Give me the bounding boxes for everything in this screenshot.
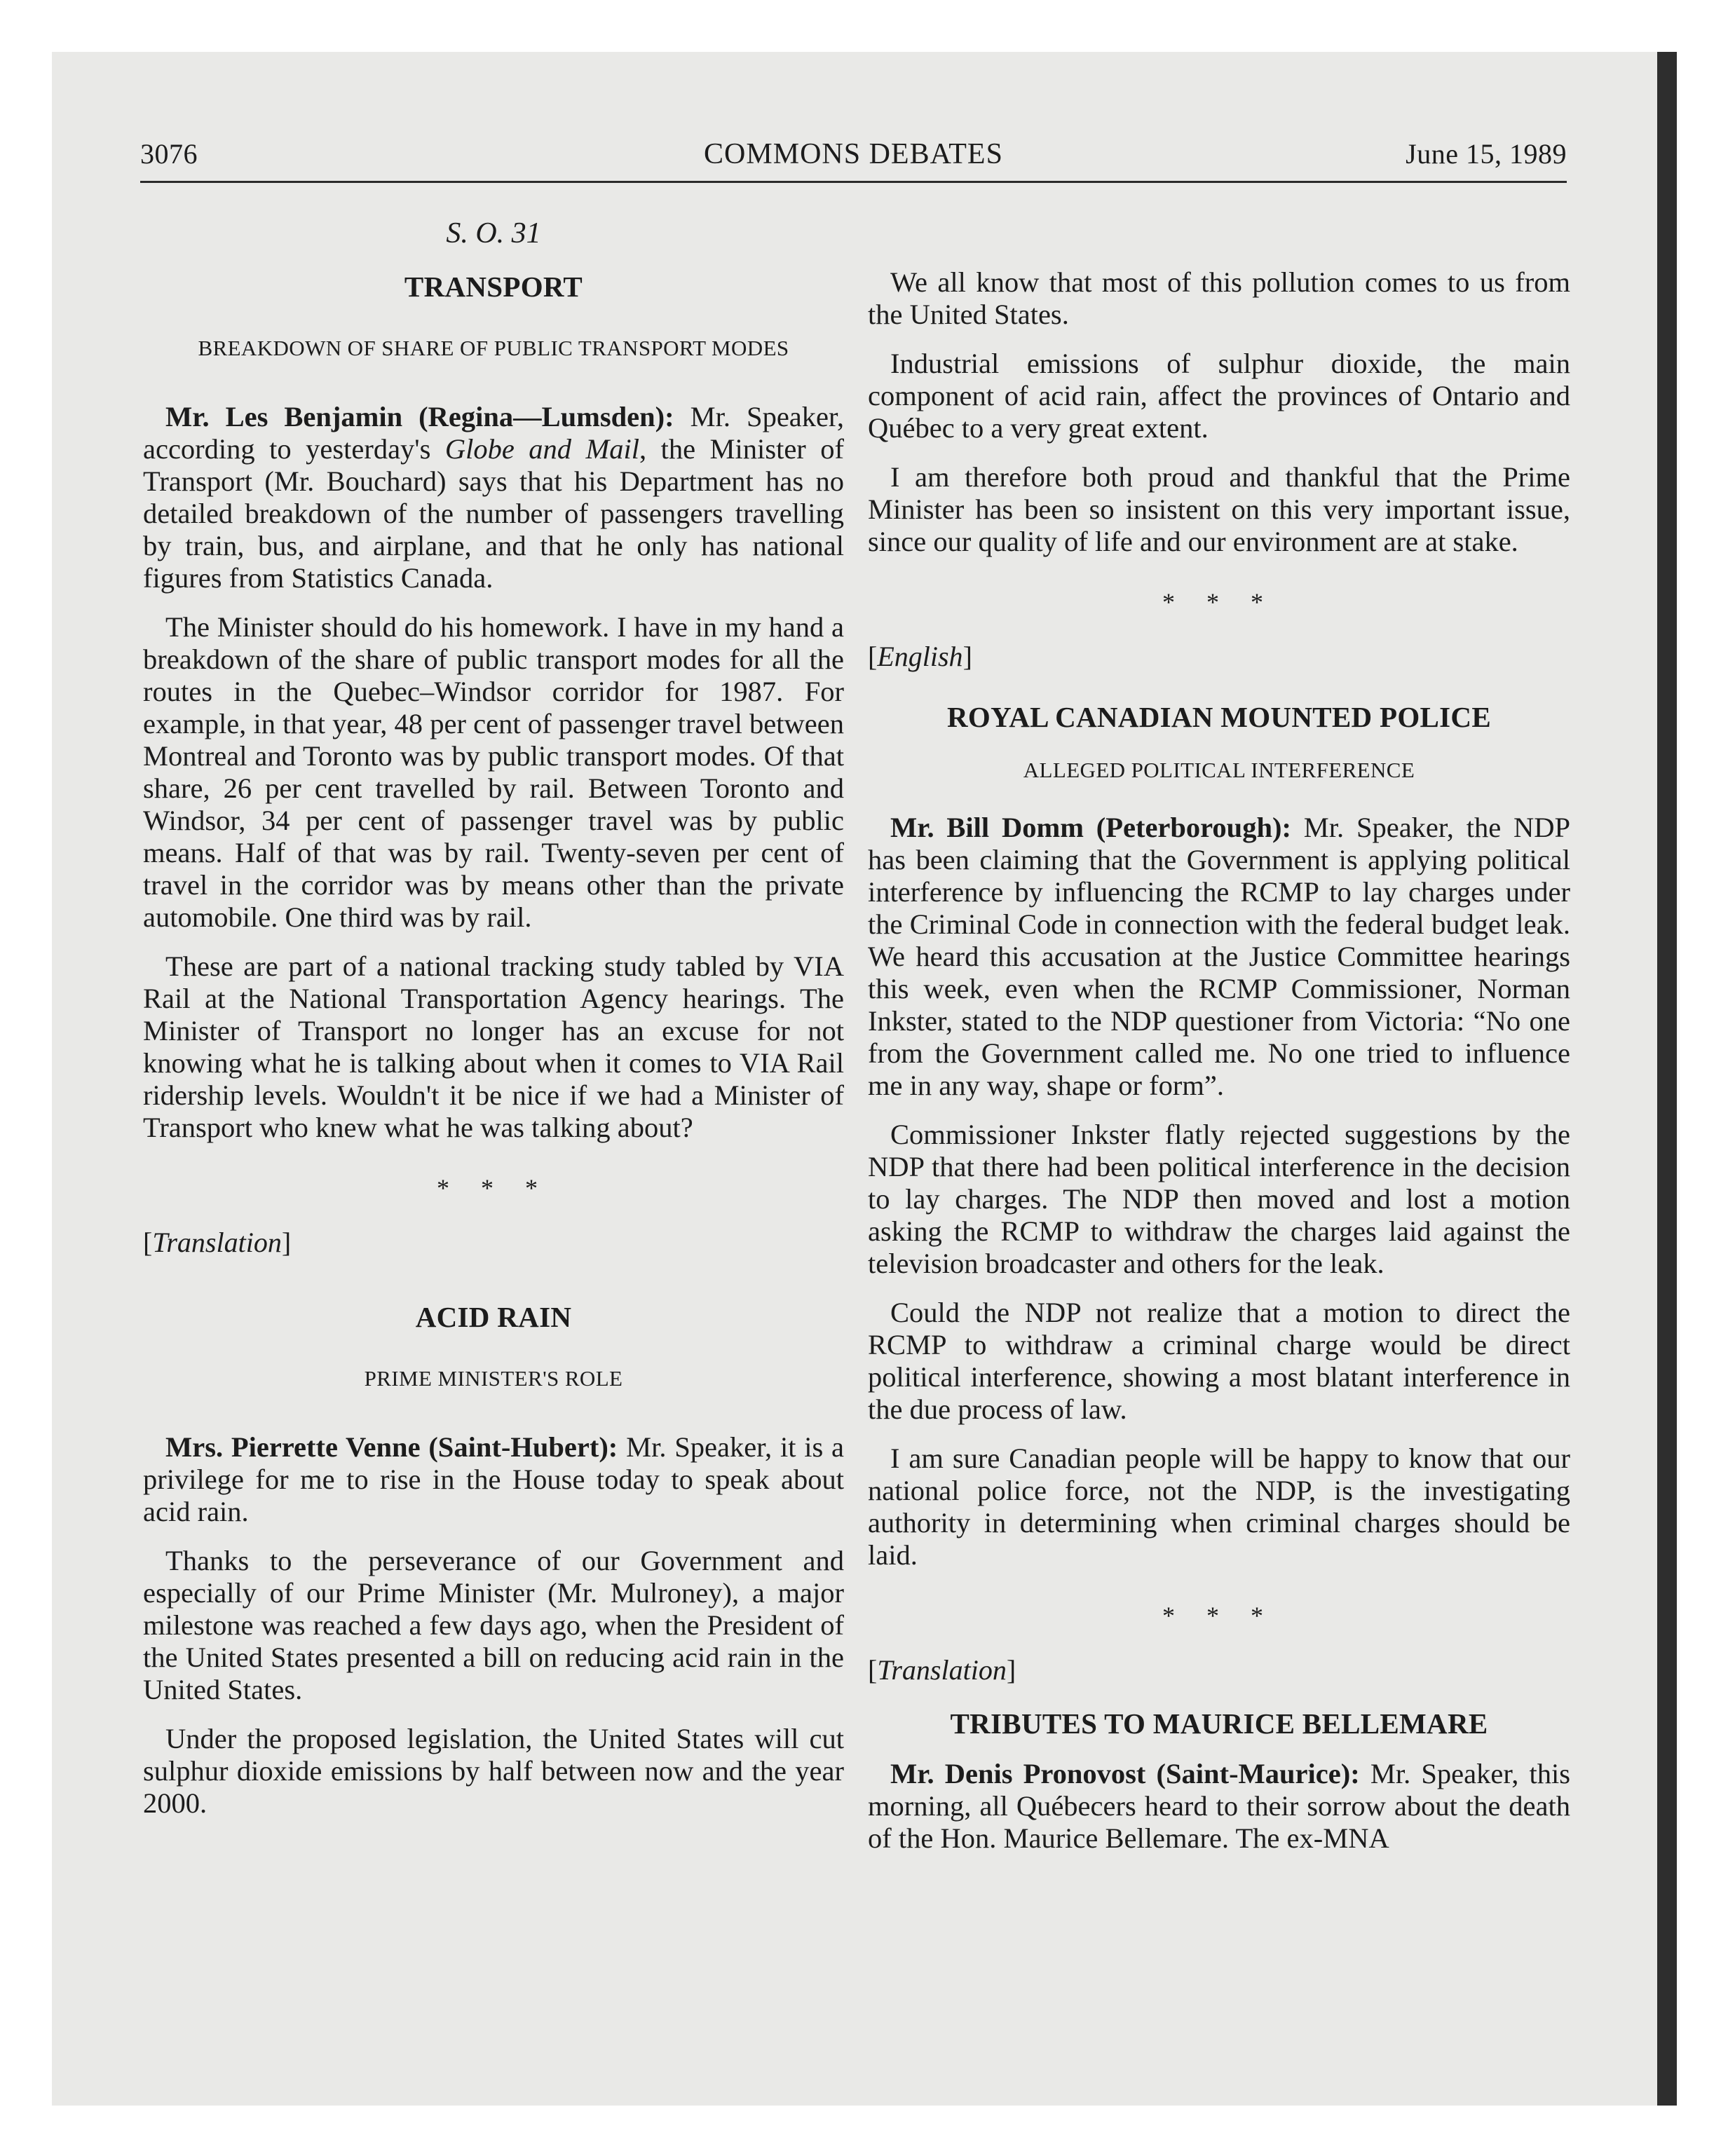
paragraph: Under the proposed legislation, the United States will cut sulphur dioxide emissions by half between now and the year 2000.	[143, 1723, 844, 1819]
language-tag: [Translation]	[143, 1227, 292, 1258]
paragraph: These are part of a national tracking study tabled by VIA Rail at the National Transportation Agency hearings. The Minister of Transport no longer has an excuse for not knowing what he is talking about when it comes to VIA Rail ridership levels. Wouldn't it be nice if we had a Minister of Transport who knew what he was talking about?	[143, 950, 844, 1143]
paragraph: Mrs. Pierrette Venne (Saint-Hubert): Mr. Speaker, it is a privilege for me to rise in the House today to speak about acid rain.	[143, 1431, 844, 1527]
section-heading-rcmp: ROYAL CANADIAN MOUNTED POLICE	[946, 701, 1491, 733]
paragraph: The Minister should do his homework. I have in my hand a breakdown of the share of public transport modes for all the routes in the Quebec–Windsor corridor for 1987. For example, in that year, 48 per cent of passenger travel between Montreal and Toronto was by public transport modes. Of that share, 26 per cent travelled by rail. Between Toronto and Windsor, 34 per cent of passenger travel was by public means. Half of that was by rail. Twenty-seven per cent of travel in the corridor was by means other than the private automobile. One third was by rail.	[143, 611, 844, 933]
left-column	[143, 210, 844, 1820]
section-heading-tributes: TRIBUTES TO MAURICE BELLEMARE	[950, 1707, 1488, 1740]
section-separator: * * *	[1162, 588, 1276, 616]
paragraph: Commissioner Inkster flatly rejected suggestions by the NDP that there had been political interference in the decision to lay charges. The NDP then moved and lost a motion asking the RCMP to withdraw the charges laid against the television broadcaster and others for the leak.	[868, 1119, 1570, 1279]
paragraph: We all know that most of this pollution comes to us from the United States.	[868, 266, 1570, 330]
running-header	[140, 137, 1567, 179]
column-top-spacer	[868, 210, 1570, 266]
paragraph: Thanks to the perseverance of our Government and especially of our Prime Minister (Mr. Mulroney), a major milestone was reached a few days ago, when the President of the United States presented a bill on reducing acid rain in the United States.	[143, 1545, 844, 1705]
paragraph: Mr. Denis Pronovost (Saint-Maurice): Mr. Speaker, this morning, all Québecers heard to their sorrow about the death of the Hon. Maurice Bellemare. The ex-MNA	[868, 1758, 1570, 1854]
paragraph: Mr. Les Benjamin (Regina—Lumsden): Mr. Speaker, according to yesterday's Globe and Mail, the Minister of Transport (Mr. Bouchard) says that his Department has no detailed breakdown of the number of passengers travelling by train, bus, and airplane, and that he only has national figures from Statistics Canada.	[143, 401, 844, 594]
page-number: 3076	[140, 138, 198, 170]
speaker-name: Mr. Les Benjamin (Regina—Lumsden):	[165, 401, 674, 432]
section-heading-acid-rain: ACID RAIN	[415, 1301, 572, 1333]
subheading-transport: BREAKDOWN OF SHARE OF PUBLIC TRANSPORT MODES	[198, 336, 789, 360]
subheading-acid-rain: PRIME MINISTER'S ROLE	[364, 1366, 623, 1391]
standing-order-label: S. O. 31	[446, 217, 541, 250]
section-separator: * * *	[1162, 1602, 1276, 1630]
section-heading-transport: TRANSPORT	[404, 271, 583, 303]
scan-edge-bar	[1657, 52, 1677, 2106]
language-tag: [Translation]	[868, 1654, 1016, 1686]
sitting-date: June 15, 1989	[1406, 138, 1567, 170]
subheading-rcmp: ALLEGED POLITICAL INTERFERENCE	[1023, 758, 1415, 782]
paragraph: I am therefore both proud and thankful that the Prime Minister has been so insistent on this very important issue, since our quality of life and our environment are at stake.	[868, 461, 1570, 557]
paragraph: I am sure Canadian people will be happy to know that our national police force, not the NDP, is the investigating authority in determining when criminal charges should be laid.	[868, 1442, 1570, 1571]
paragraph: Could the NDP not realize that a motion to direct the RCMP to withdraw a criminal charge would be direct political interference, showing a most blatant interference in the due process of law.	[868, 1297, 1570, 1425]
header-rule	[140, 181, 1567, 183]
publication-reference: Globe and Mail	[444, 433, 639, 465]
paragraph: Mr. Bill Domm (Peterborough): Mr. Speaker, the NDP has been claiming that the Government is applying political interference by influencing the RCMP to lay charges under the Criminal Code in connection with the federal budget leak. We heard this accusation at the Justice Committee hearings this week, even when the RCMP Commissioner, Norman Inkster, stated to the NDP questioner from Victoria: “No one from the Government called me. No one tried to influence me in any way, shape or form”.	[868, 812, 1571, 1101]
speaker-name: Mrs. Pierrette Venne (Saint-Hubert):	[165, 1431, 618, 1463]
paragraph: Industrial emissions of sulphur dioxide, the main component of acid rain, affect the provinces of Ontario and Québec to a very great extent.	[868, 348, 1570, 444]
publication-title: COMMONS DEBATES	[704, 138, 1003, 170]
section-separator: * * *	[437, 1174, 550, 1202]
speaker-name: Mr. Bill Domm (Peterborough):	[890, 812, 1291, 843]
speaker-name: Mr. Denis Pronovost (Saint-Maurice):	[890, 1758, 1360, 1789]
language-tag: [English]	[868, 641, 972, 672]
right-column	[868, 210, 1570, 1855]
